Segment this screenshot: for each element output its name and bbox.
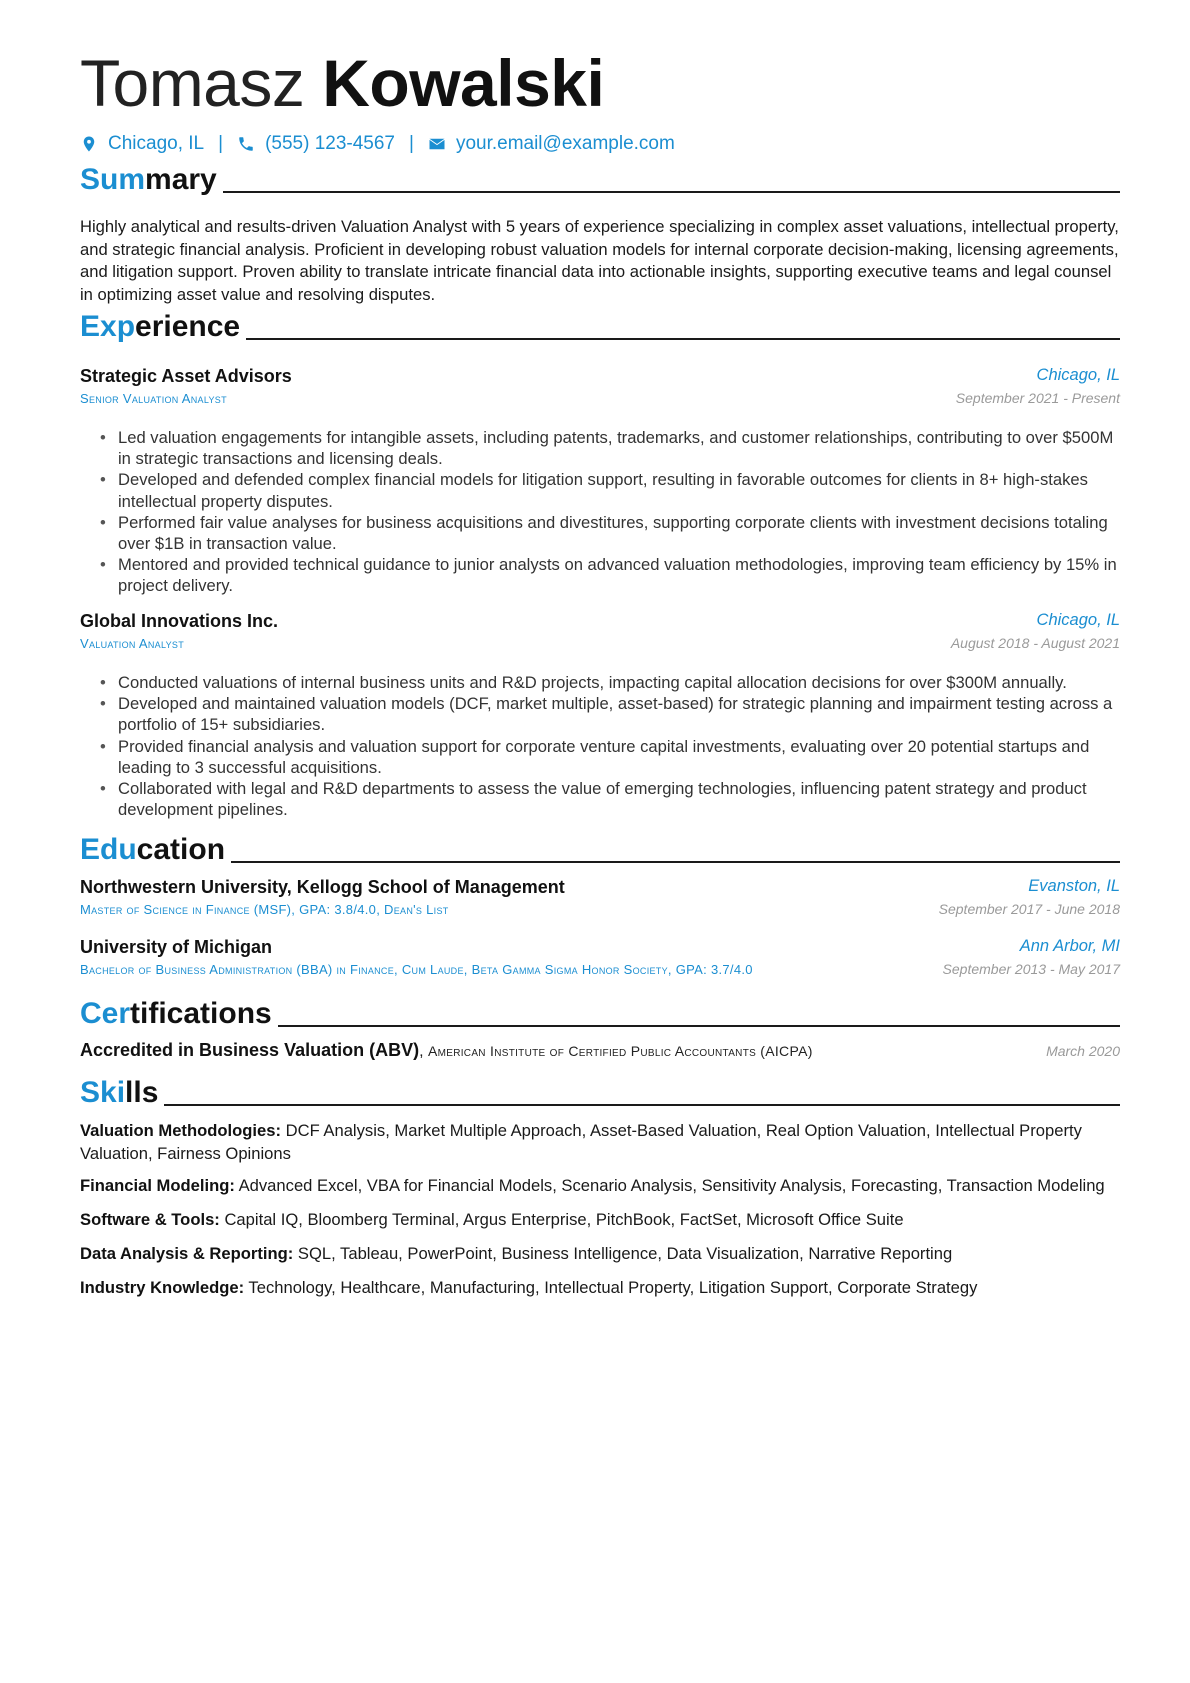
skill-items: Advanced Excel, VBA for Financial Models, Scenario Analysis, Sensitivity Analysis, Forecasting, Transaction Modeling (238, 1176, 1105, 1195)
job-title: Senior Valuation Analyst (80, 391, 227, 406)
section-rule (278, 1025, 1120, 1027)
section-title: Summary (80, 163, 217, 196)
section-rule (164, 1104, 1120, 1106)
school-name: University of Michigan (80, 937, 273, 957)
bullet-item: • Led valuation engagements for intangible assets, including patents, trademarks, and customer relationships, contributing to over $500M in strategic transactions and licensing deals. (100, 427, 1120, 469)
bullet-item: • Developed and defended complex financial models for litigation support, resulting in favorable outcomes for clients in 8+ high-stakes intellectual property disputes. (100, 469, 1120, 511)
skill-items: SQL, Tableau, PowerPoint, Business Intelligence, Data Visualization, Narrative Reporting (297, 1244, 953, 1263)
job-title: Valuation Analyst (80, 636, 185, 651)
certification-separator: , (419, 1043, 428, 1060)
company-name: Global Innovations Inc. (80, 611, 279, 631)
bullet-item: • Performed fair value analyses for business acquisitions and divestitures, supporting corporate clients with investment decisions totaling over $1B in transaction value. (100, 512, 1120, 554)
skill-line (80, 1120, 1120, 1165)
section-rule (223, 191, 1120, 193)
skill-category: Valuation Methodologies: (80, 1121, 281, 1140)
map-marker-icon (80, 135, 98, 153)
skill-items: DCF Analysis, Market Multiple Approach, Asset-Based Valuation, Real Option Valuation, Intellectual Property Valuation, Fairness Opinions (80, 1121, 1082, 1163)
phone-link[interactable]: (555) 123-4567 (265, 133, 395, 154)
section-title: Education (80, 833, 226, 866)
school-location: Ann Arbor, MI (1019, 937, 1120, 955)
bullet-item: • Mentored and provided technical guidance to junior analysts on advanced valuation methodologies, improving team efficiency by 15% in project delivery. (100, 554, 1120, 596)
section-rule (231, 861, 1120, 863)
experience-heading (80, 311, 1120, 343)
skill-line (80, 1175, 1120, 1198)
skill-category: Data Analysis & Reporting: (80, 1244, 294, 1263)
contact-separator: | (409, 133, 414, 154)
skill-line (80, 1277, 1120, 1300)
job-location: Chicago, IL (1036, 611, 1120, 629)
section-rule (246, 338, 1120, 340)
certification-issuer: American Institute of Certified Public Accountants (AICPA) (427, 1043, 813, 1059)
company-name: Strategic Asset Advisors (80, 366, 292, 386)
contact-separator: | (218, 133, 224, 154)
contact-line (80, 133, 675, 155)
skill-line (80, 1209, 1120, 1232)
bullet-item: • Developed and maintained valuation models (DCF, market multiple, asset-based) for strategic planning and impairment testing across a portfolio of 15+ subsidiaries. (100, 693, 1120, 735)
skill-items: Technology, Healthcare, Manufacturing, Intellectual Property, Litigation Support, Corporate Strategy (248, 1278, 978, 1297)
certifications-heading (80, 998, 1120, 1030)
experience-bullets (100, 672, 1120, 820)
skill-line (80, 1243, 1120, 1266)
degree: Bachelor of Business Administration (BBA) in Finance, Cum Laude, Beta Gamma Sigma Honor Society, GPA: 3.7/4.0 (80, 962, 753, 977)
bullet-item: • Conducted valuations of internal business units and R&D projects, impacting capital allocation decisions for over $300M annually. (100, 672, 1120, 693)
skills-heading (80, 1077, 1120, 1109)
education-heading (80, 834, 1120, 866)
job-location: Chicago, IL (1036, 366, 1120, 384)
email-link[interactable]: your.email@example.com (455, 133, 675, 154)
certification-title: Accredited in Business Valuation (ABV) (80, 1040, 420, 1060)
certification-entry (80, 1040, 1120, 1061)
section-title: Skills (80, 1076, 159, 1109)
experience-bullets (100, 427, 1120, 597)
education-dates: September 2017 - June 2018 (938, 901, 1120, 917)
summary-heading (80, 164, 1120, 196)
skill-category: Financial Modeling: (80, 1176, 235, 1195)
school-location: Evanston, IL (1028, 877, 1120, 895)
location-text: Chicago, IL (108, 133, 205, 154)
skill-items: Capital IQ, Bloomberg Terminal, Argus Enterprise, PitchBook, FactSet, Microsoft Office Suite (224, 1210, 904, 1229)
phone-icon (237, 135, 255, 153)
skill-category: Software & Tools: (80, 1210, 220, 1229)
certification-date: March 2020 (1046, 1043, 1120, 1059)
last-name: Kowalski (322, 46, 605, 120)
job-dates: August 2018 - August 2021 (950, 635, 1120, 651)
skill-category: Industry Knowledge: (80, 1278, 245, 1297)
education-dates: September 2013 - May 2017 (942, 961, 1120, 977)
envelope-icon (428, 135, 446, 153)
bullet-item: • Collaborated with legal and R&D departments to assess the value of emerging technologies, influencing patent strategy and product development pipelines. (100, 778, 1120, 820)
first-name: Tomasz (80, 46, 305, 120)
bullet-item: • Provided financial analysis and valuation support for corporate venture capital investments, evaluating over 20 potential startups and leading to 3 successful acquisitions. (100, 736, 1120, 778)
summary-text: Highly analytical and results-driven Valuation Analyst with 5 years of experience specializing in complex asset valuations, intellectual property, and strategic financial analysis. Proficient in developing robust valuation models for internal corporate decision-making, licensing agreements, and litigation support. Proven ability to translate intricate financial data into actionable insights, supporting executive teams and legal counsel in optimizing asset value and resolving disputes. (80, 217, 1119, 304)
candidate-name (80, 38, 604, 128)
school-name: Northwestern University, Kellogg School of Management (80, 877, 565, 897)
section-title: Certifications (80, 997, 272, 1030)
section-title: Experience (80, 310, 241, 343)
job-dates: September 2021 - Present (955, 390, 1120, 406)
degree: Master of Science in Finance (MSF), GPA: 3.8/4.0, Dean's List (80, 902, 449, 917)
